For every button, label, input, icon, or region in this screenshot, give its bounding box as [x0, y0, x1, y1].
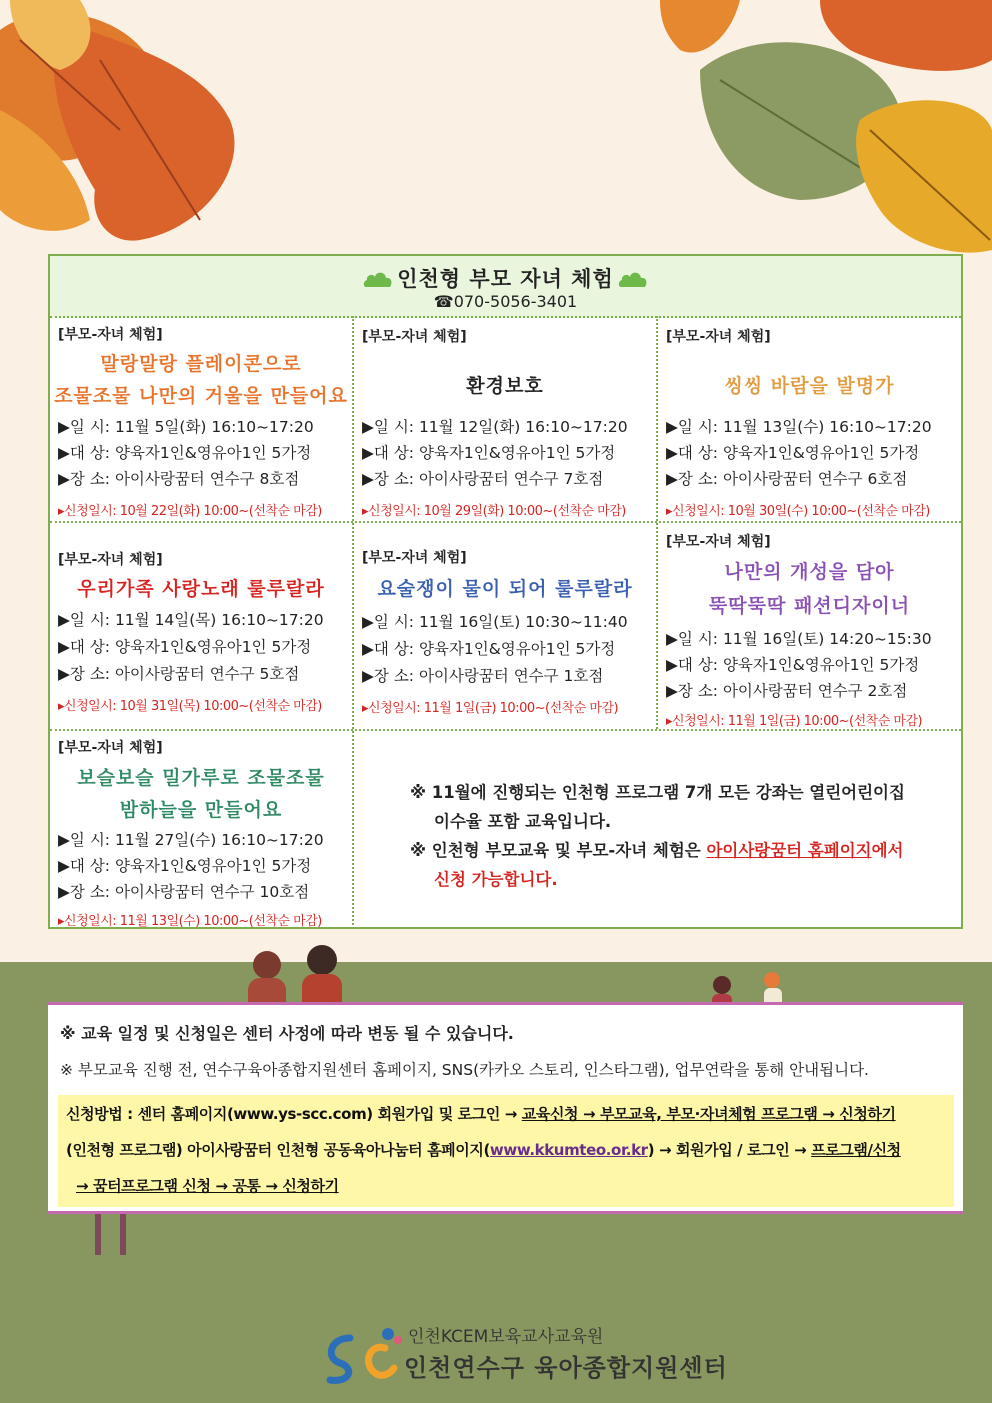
cloud-icon	[363, 270, 393, 288]
leaf-yellow-right-icon	[856, 100, 992, 252]
program-target: ▶대 상: 양육자1인&영유아1인 5가정	[58, 857, 312, 875]
program-registration: ▸신청일시: 10월 31일(목) 10:00~(선착순 마감)	[58, 699, 322, 714]
program-title: 말랑말랑 플레이콘으로 조물조물 나만의 거울을 만들어요	[54, 353, 348, 407]
program-title: 보슬보슬 밀가루로 조물조물 밤하늘을 만들어요	[77, 767, 325, 821]
program-panel	[48, 254, 963, 929]
program-category: [부모-자녀 체험]	[58, 327, 163, 343]
program-category: [부모-자녀 체험]	[666, 329, 771, 345]
program-target: ▶대 상: 양육자1인&영유아1인 5가정	[362, 640, 616, 658]
program-date: ▶일 시: 11월 14일(목) 16:10~17:20	[58, 611, 324, 629]
note-open-daycare: ※ 11월에 진행되는 인천형 프로그램 7개 모든 강좌는 열린어린이집 이수율 포함 교육입니다.	[410, 783, 905, 831]
program-category: [부모-자녀 체험]	[58, 740, 163, 756]
program-target: ▶대 상: 양육자1인&영유아1인 5가정	[666, 444, 920, 462]
program-card	[354, 523, 656, 729]
program-title: 우리가족 사랑노래 룰루랄라	[77, 578, 325, 600]
program-date: ▶일 시: 11월 27일(수) 16:10~17:20	[58, 831, 324, 849]
how-to-apply	[58, 1095, 954, 1207]
program-target: ▶대 상: 양육자1인&영유아1인 5가정	[58, 638, 312, 656]
program-title: 씽씽 바람을 발명가	[724, 375, 895, 397]
program-card	[658, 523, 961, 729]
autumn-leaves-decoration	[0, 0, 992, 260]
program-place: ▶장 소: 아이사랑꿈터 연수구 1호점	[362, 667, 604, 685]
program-date: ▶일 시: 11월 16일(토) 10:30~11:40	[362, 613, 628, 631]
program-card	[50, 731, 352, 929]
program-date: ▶일 시: 11월 13일(수) 16:10~17:20	[666, 418, 932, 436]
program-category: [부모-자녀 체험]	[58, 552, 163, 568]
program-place: ▶장 소: 아이사랑꿈터 연수구 5호점	[58, 665, 300, 683]
program-registration: ▸신청일시: 10월 22일(화) 10:00~(선착순 마감)	[58, 504, 322, 519]
program-target: ▶대 상: 양육자1인&영유아1인 5가정	[58, 444, 312, 462]
how-to-apply-line: 신청방법 : 센터 홈페이지(www.ys-scc.com) 회원가입 및 로그인 → 교육신청 → 부모교육, 부모·자녀체험 프로그램 → 신청하기	[66, 1105, 896, 1123]
program-registration: ▸신청일시: 10월 30일(수) 10:00~(선착순 마감)	[666, 504, 930, 519]
cloud-icon	[618, 270, 648, 288]
program-card	[354, 318, 656, 521]
program-apply-link[interactable]: 프로그램/신청	[811, 1141, 901, 1159]
logo-title: 인천연수구 육아종합지원센터	[404, 1354, 728, 1382]
kkumteo-url-link[interactable]: www.kkumteo.or.kr	[489, 1141, 648, 1159]
apply-path-link[interactable]: 교육신청 → 부모교육, 부모·자녀체험 프로그램 → 신청하기	[521, 1105, 896, 1123]
notice-schedule-change: ※ 교육 일정 및 신청일은 센터 사정에 따라 변동 될 수 있습니다.	[60, 1024, 514, 1043]
program-card	[658, 318, 961, 521]
logo-subtitle: 인천KCEM보육교사교육원	[408, 1327, 604, 1347]
panel-title	[50, 263, 961, 293]
program-card	[50, 318, 352, 521]
notice-box	[48, 1002, 963, 1214]
homepage-link[interactable]: 아이사랑꿈터 홈페이지	[706, 841, 872, 860]
program-date: ▶일 시: 11월 12일(화) 16:10~17:20	[362, 418, 628, 436]
program-place: ▶장 소: 아이사랑꿈터 연수구 10호점	[58, 883, 310, 901]
program-category: [부모-자녀 체험]	[362, 329, 467, 345]
program-category: [부모-자녀 체험]	[362, 550, 467, 566]
program-target: ▶대 상: 양육자1인&영유아1인 5가정	[666, 656, 920, 674]
program-place: ▶장 소: 아이사랑꿈터 연수구 7호점	[362, 470, 604, 488]
program-registration: ▸신청일시: 10월 29일(화) 10:00~(선착순 마감)	[362, 504, 626, 519]
program-title: 환경보호	[466, 375, 544, 397]
program-notes	[410, 778, 970, 894]
panel-header	[50, 256, 961, 318]
program-title: 요술쟁이 물이 되어 룰루랄라	[377, 578, 633, 600]
program-date: ▶일 시: 11월 16일(토) 14:20~15:30	[666, 630, 932, 648]
how-to-apply-line: (인천형 프로그램) 아이사랑꿈터 인천형 공동육아나눔터 홈페이지(www.kkumteo.or.kr) → 회원가입 / 로그인 → 프로그램/신청	[66, 1141, 901, 1159]
program-place: ▶장 소: 아이사랑꿈터 연수구 8호점	[58, 470, 300, 488]
leaf-orange-left-icon	[0, 0, 234, 241]
note-apply-online: ※ 인천형 부모교육 및 부모-자녀 체험은 아이사랑꿈터 홈페이지에서 신청 가능합니다.	[410, 841, 904, 889]
program-date: ▶일 시: 11월 5일(화) 16:10~17:20	[58, 418, 314, 436]
program-registration: ▸신청일시: 11월 13일(수) 10:00~(선착순 마감)	[58, 914, 322, 929]
program-title: 나만의 개성을 담아 뚝딱뚝딱 패션디자이너	[708, 561, 911, 617]
program-registration: ▸신청일시: 11월 1일(금) 10:00~(선착순 마감)	[666, 714, 923, 729]
program-card	[50, 523, 352, 729]
program-registration: ▸신청일시: 11월 1일(금) 10:00~(선착순 마감)	[362, 701, 619, 716]
program-category: [부모-자녀 체험]	[666, 534, 771, 550]
program-target: ▶대 상: 양육자1인&영유아1인 5가정	[362, 444, 616, 462]
program-place: ▶장 소: 아이사랑꿈터 연수구 2호점	[666, 682, 908, 700]
panel-title-text: 인천형 부모 자녀 체험	[397, 267, 614, 291]
program-place: ▶장 소: 아이사랑꿈터 연수구 6호점	[666, 470, 908, 488]
notice-announcement: ※ 부모교육 진행 전, 연수구육아종합지원센터 홈페이지, SNS(카카오 스토리, 인스타그램), 업무연락을 통해 안내됩니다.	[60, 1061, 869, 1079]
contact-phone: ☎070-5056-3401	[433, 292, 578, 311]
how-to-apply-line: → 꿈터프로그램 신청 → 공통 → 신청하기	[76, 1177, 339, 1195]
